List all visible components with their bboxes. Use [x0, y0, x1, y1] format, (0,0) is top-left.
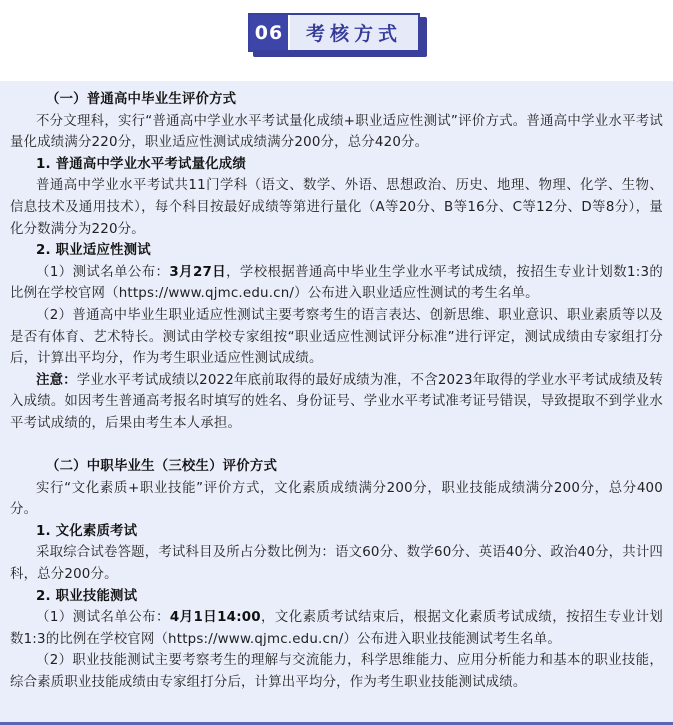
section1-intro: 不分文理科，实行“普通高中学业水平考试量化成绩+职业适应性测试”评价方式。普通高中学业水平考试量化成绩满分220分，职业适应性测试成绩满分200分，总分420分。 [10, 113, 663, 151]
section-header [0, 0, 673, 80]
header-badge [248, 13, 420, 52]
section2-heading: （二）中职毕业生（三校生）评价方式 [46, 459, 278, 475]
section1-item1-date: 3月27日 [169, 264, 227, 280]
content-panel [0, 81, 673, 725]
section1-note [10, 370, 663, 435]
section2-intro: 实行“文化素质+职业技能”评价方式，文化素质成绩满分200分，职业技能成绩满分200分，总分400分。 [10, 480, 663, 518]
section1-heading: （一）普通高中毕业生评价方式 [46, 92, 237, 107]
section1-sub1-title: 1. 普通高中学业水平考试量化成绩 [36, 156, 246, 172]
section1-sub1-text: 普通高中学业水平考试共11门学科（语文、数学、外语、思想政治、历史、地理、物理、化学、生物、信息技术及通用技术），每个科目按最好成绩等第进行量化（A等20分、B等16分、C等12分、D等8分），量化分数满分为220分。 [10, 178, 663, 237]
section2-item1-date: 4月1日14:00 [169, 610, 261, 626]
section2-sub2-title: 2. 职业技能测试 [36, 588, 138, 604]
section1-item1-prefix: （1）测试名单公布： [36, 264, 170, 280]
section1-item1 [10, 262, 663, 305]
section2-sub1-title: 1. 文化素质考试 [36, 523, 138, 539]
section1-item1-text: ，学校根据普通高中毕业生学业水平考试成绩，按招生专业计划数1:3的比例在学校官网（https://www.qjmc.edu.cn/）公布进入职业适应性测试的考生名单。 [10, 264, 663, 302]
section1-item2: （2）普通高中毕业生职业适应性测试主要考察考生的语言表达、创新思维、职业意识、职业素质等以及是否有体育、艺术特长。测试由学校专家组按“职业适应性测试评分标准”进行评定，测试成绩由专家组打分后，计算出平均分，作为考生职业适应性测试成绩。 [10, 307, 663, 367]
section-number: 06 [250, 15, 288, 50]
section-title: 考核方式 [288, 15, 418, 50]
section1-note-label: 注意： [36, 372, 77, 388]
section-spacer [10, 435, 663, 457]
section1-sub2-title: 2. 职业适应性测试 [36, 243, 151, 259]
section2-item1 [10, 607, 663, 650]
section2-item1-text: ，文化素质考试结束后，根据文化素质考试成绩，按招生专业计划数1:3的比例在学校官网（https://www.qjmc.edu.cn/）公布进入职业技能测试考生名单。 [10, 610, 663, 647]
section2-item1-prefix: （1）测试名单公布： [36, 610, 170, 626]
section2-item2: （2）职业技能测试主要考察考生的理解与交流能力，科学思维能力、应用分析能力和基本的职业技能，综合素质职业技能成绩由专家组打分后，计算出平均分，作为考生职业技能测试成绩。 [10, 653, 663, 691]
section2-sub1-text: 采取综合试卷答题，考试科目及所占分数比例为：语文60分、数学60分、英语40分、政治40分，共计四科，总分200分。 [10, 545, 663, 583]
section1-note-text: 学业水平考试成绩以2022年底前取得的最好成绩为准，不含2023年取得的学业水平考试成绩及转入成绩。如因考生普通高考报名时填写的姓名、身份证号、学业水平考试准考证号错误，导致提取不到学业水平考试成绩的，后果由考生本人承担。 [10, 372, 663, 431]
